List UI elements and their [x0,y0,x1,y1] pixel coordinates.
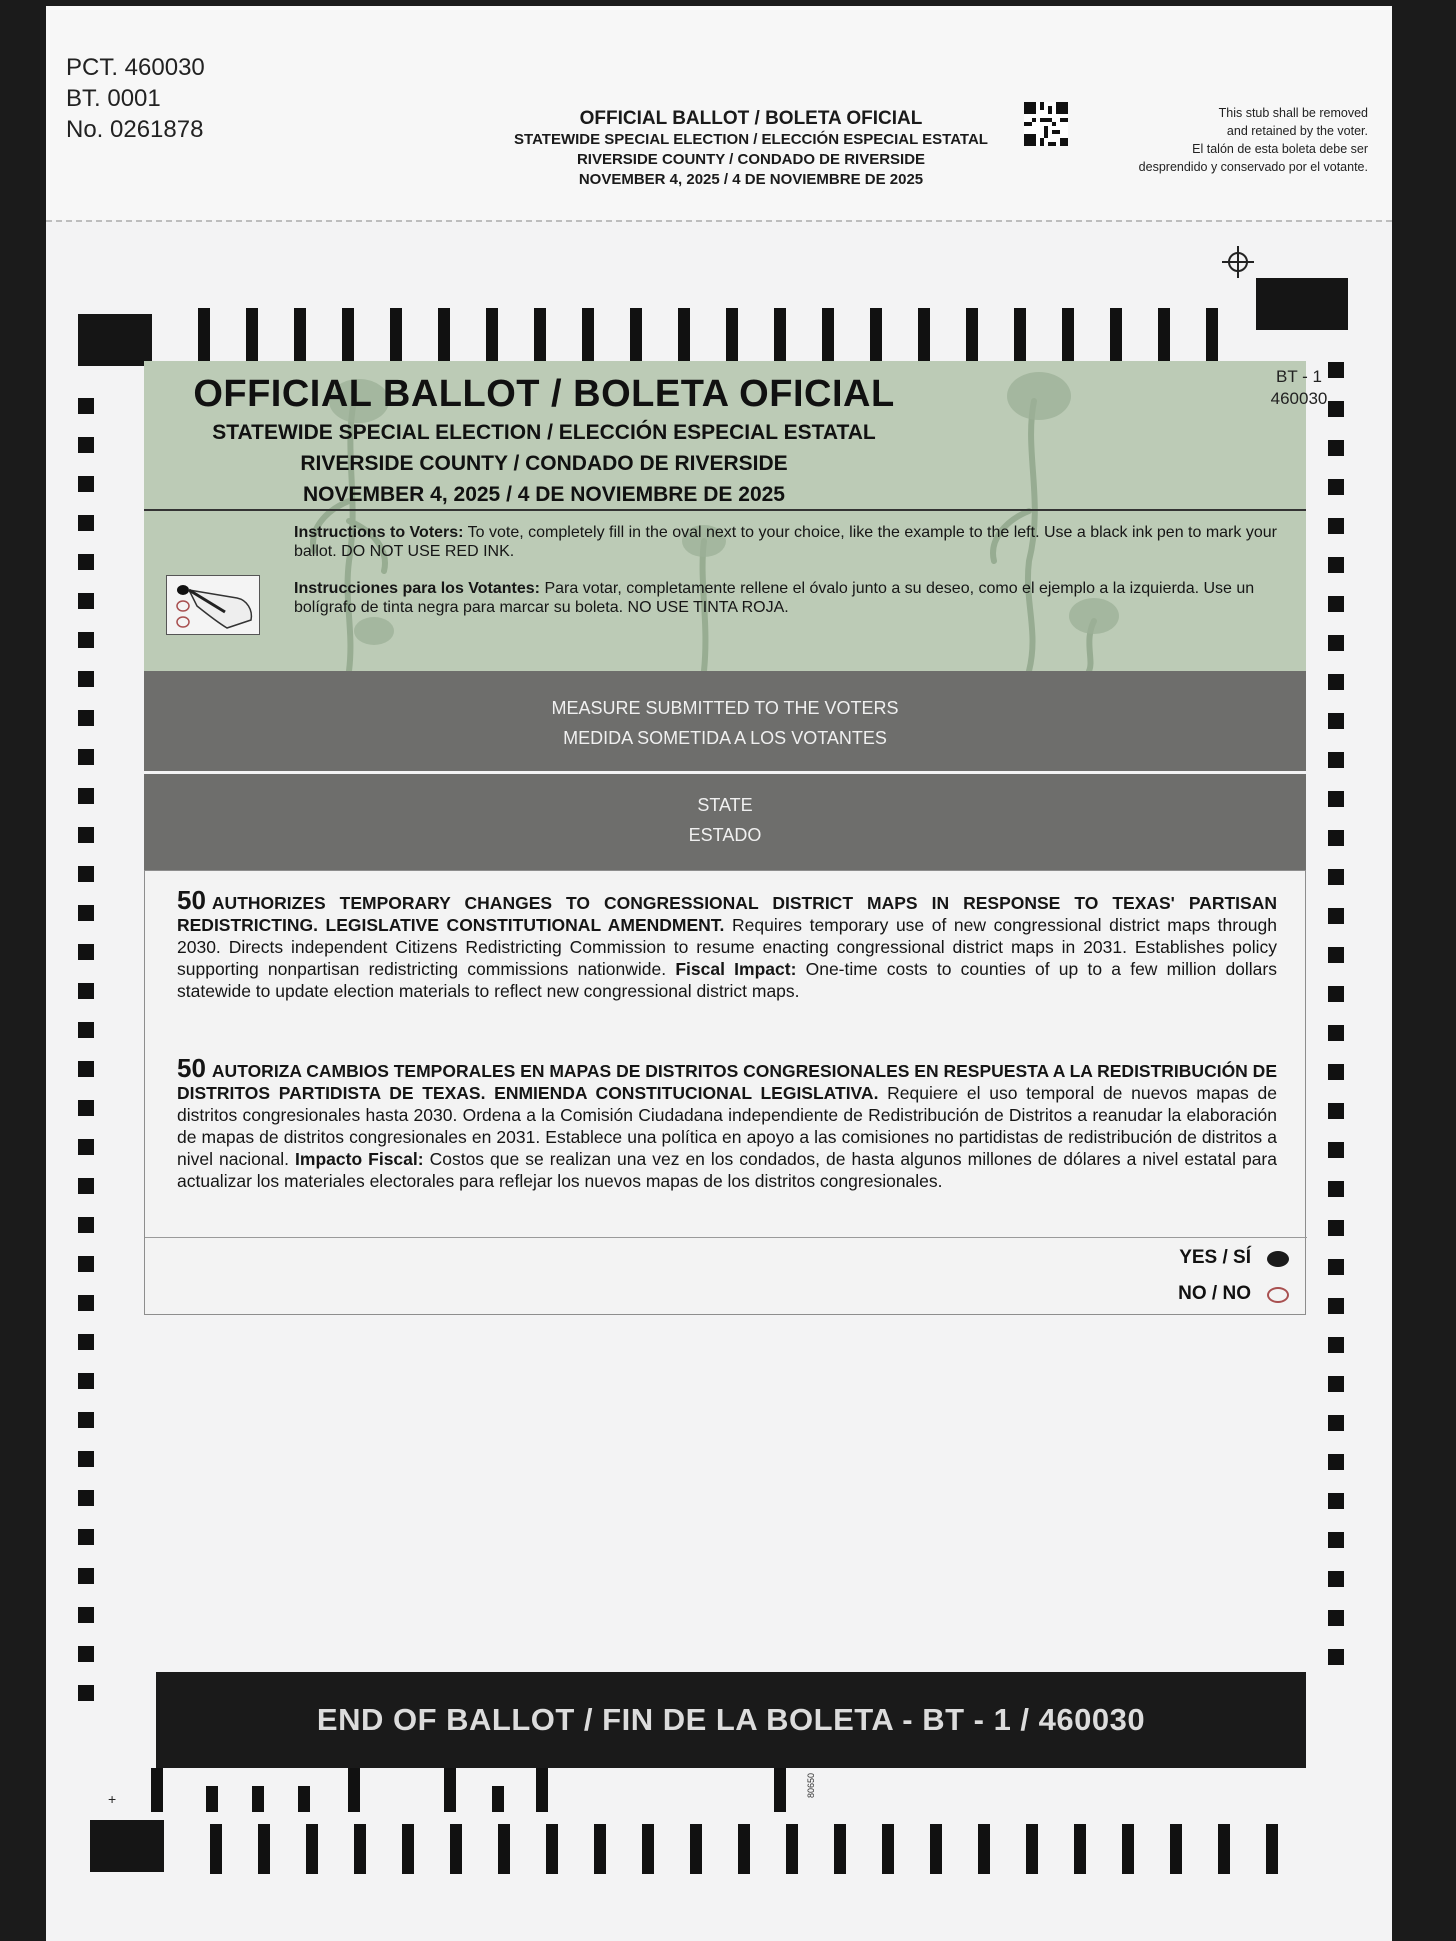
timing-mark-top [390,308,402,364]
timing-mark-left [78,1295,94,1311]
measure-50-box [144,870,1306,1315]
instructions-english [294,523,1284,561]
timing-mark-left [78,944,94,960]
timing-mark-left [78,593,94,609]
measure-number: 50 [177,885,206,915]
ballot-stub [46,6,1392,220]
timing-mark-right [1328,1103,1344,1119]
fiscal-impact-label-spanish: Impacto Fiscal: [295,1149,424,1169]
qr-code-icon [1024,102,1068,146]
precinct-number: PCT. 460030 [66,54,205,81]
instructions-english-label: Instructions to Voters: [294,524,464,541]
option-no-oval[interactable] [1267,1287,1289,1303]
stub-heading [451,108,1051,190]
plus-mark: + [108,1791,117,1807]
timing-mark-right [1328,518,1344,534]
timing-mark-left [78,671,94,687]
timing-mark-bottom [1170,1824,1182,1874]
measure-body-english: Requires temporary use of new congressional district maps through 2030. Directs independent Citizens Redistricting Commission to resume enacting congressional district maps in 2031. Establishes policy supporting nonpartisan redistricting commissions nationwide. [177,915,1277,979]
timing-mark-left [78,1217,94,1233]
timing-mark-right [1328,1376,1344,1392]
end-of-ballot-bar: END OF BALLOT / FIN DE LA BOLETA - BT - 1 / 460030 [156,1672,1306,1768]
timing-mark-bottom [1218,1824,1230,1874]
timing-mark-right [1328,1181,1344,1197]
timing-mark-top [1014,308,1026,364]
timing-mark-right [1328,1649,1344,1665]
option-yes-label: YES / SÍ [1179,1247,1251,1268]
timing-mark-left [78,1373,94,1389]
timing-mark-bottom [1266,1824,1278,1874]
timing-mark-left [78,1529,94,1545]
timing-mark-bottom [834,1824,846,1874]
timing-mark-left [78,905,94,921]
timing-mark-bottom [402,1824,414,1874]
measure-number: 50 [177,1053,206,1083]
timing-mark-right [1328,1220,1344,1236]
timing-mark-right [1328,1454,1344,1470]
timing-mark-top [870,308,882,364]
timing-mark-right [1328,713,1344,729]
measure-heading-english: MEASURE SUBMITTED TO THE VOTERS [551,698,899,718]
timing-mark-left [78,1607,94,1623]
measure-text-spanish [177,1053,1277,1192]
corner-block-top-right [1256,278,1348,330]
timing-mark-top [822,308,834,364]
timing-mark-right [1328,1142,1344,1158]
timing-mark-top [774,308,786,364]
election-name: STATEWIDE SPECIAL ELECTION / ELECCIÓN ESPECIAL ESTATAL [212,421,876,444]
state-section-heading [144,774,1306,870]
serial-code: 80650 [806,1772,816,1798]
timing-mark-code [151,1768,163,1812]
county-name: RIVERSIDE COUNTY / CONDADO DE RIVERSIDE [300,452,788,475]
timing-mark-top [1062,308,1074,364]
measure-section-heading [144,671,1306,771]
state-heading-spanish: ESTADO [688,825,762,845]
timing-mark-top [1158,308,1170,364]
measure-title-spanish: AUTORIZA CAMBIOS TEMPORALES EN MAPAS DE DISTRITOS CONGRESIONALES EN RESPUESTA A LA REDISTRIBUCIÓN DE DISTRITOS PARTIDISTA DE TEXAS. ENMIENDA CONSTITUCIONAL LEGISLATIVA. [177,1061,1277,1103]
timing-mark-bottom [1074,1824,1086,1874]
fiscal-impact-english: One-time costs to counties of up to a few million dollars statewide to update election materials to reflect new congressional district maps. [177,959,1277,1001]
header-divider [144,509,1306,511]
timing-mark-left [78,1256,94,1272]
timing-mark-bottom [594,1824,606,1874]
ballot-type-corner [1244,366,1354,410]
timing-mark-code [298,1786,310,1812]
timing-mark-left [78,1685,94,1701]
timing-mark-top [966,308,978,364]
timing-mark-right [1328,1610,1344,1626]
stub-title: OFFICIAL BALLOT / BOLETA OFICIAL [579,108,923,129]
ballot-title: OFFICIAL BALLOT / BOLETA OFICIAL [193,373,895,415]
timing-mark-right [1328,635,1344,651]
timing-mark-bottom [642,1824,654,1874]
instructions-spanish-text: Para votar, completamente rellene el óvalo junto a su deseo, como el ejemplo a la izquierda. Use un bolígrafo de tinta negra para marcar su boleta. NO USE TINTA ROJA. [294,580,1255,616]
ballot-paper [46,6,1392,1941]
timing-mark-top [198,308,210,364]
ballot-header [144,361,1306,671]
timing-mark-bottom [738,1824,750,1874]
timing-mark-left [78,749,94,765]
option-no[interactable] [145,1275,1307,1315]
option-yes[interactable] [145,1239,1307,1279]
timing-mark-right [1328,986,1344,1002]
timing-mark-right [1328,1571,1344,1587]
stub-note-line: and retained by the voter. [1226,124,1368,138]
timing-mark-code [252,1786,264,1812]
timing-mark-top [582,308,594,364]
timing-mark-top [534,308,546,364]
timing-mark-left [78,632,94,648]
timing-mark-top [678,308,690,364]
header-title-block [144,373,944,509]
timing-mark-left [78,437,94,453]
stub-note [1098,104,1368,176]
timing-mark-left [78,1568,94,1584]
instructions-spanish [294,579,1284,617]
ballot-serial-number: No. 0261878 [66,116,204,143]
timing-mark-left [78,1178,94,1194]
timing-mark-left [78,788,94,804]
marking-example [166,575,260,635]
instructions-english-text: To vote, completely fill in the oval next to your choice, like the example to the left. Use a black ink pen to mark your ballot. DO NOT USE RED INK. [294,524,1277,560]
timing-mark-top [1206,308,1218,364]
fiscal-impact-spanish: Costos que se realizan una vez en los condados, de hasta algunos millones de dólares a nivel estatal para actualizar los materiales electorales para reflejar los nuevos mapas de los distritos congresionales. [177,1149,1277,1191]
measure-title-english: AUTHORIZES TEMPORARY CHANGES TO CONGRESSIONAL DISTRICT MAPS IN RESPONSE TO TEXAS' PARTISAN REDISTRICTING. LEGISLATIVE CONSTITUTIONAL AMENDMENT. [177,893,1277,935]
timing-mark-top [630,308,642,364]
timing-mark-top [246,308,258,364]
timing-mark-right [1328,1337,1344,1353]
timing-mark-left [78,1646,94,1662]
election-date: NOVEMBER 4, 2025 / 4 DE NOVIEMBRE DE 2025 [302,483,785,506]
timing-mark-right [1328,830,1344,846]
timing-mark-top [438,308,450,364]
timing-mark-bottom [354,1824,366,1874]
timing-mark-left [78,827,94,843]
timing-mark-bottom [882,1824,894,1874]
instructions-spanish-label: Instrucciones para los Votantes: [294,580,540,597]
stub-identifiers [66,52,205,145]
corner-block-bottom-left [90,1820,164,1872]
stub-date: NOVEMBER 4, 2025 / 4 DE NOVIEMBRE DE 2025 [578,171,924,188]
timing-mark-right [1328,791,1344,807]
timing-mark-left [78,554,94,570]
timing-mark-left [78,1100,94,1116]
crosshair-icon [1222,246,1254,278]
timing-mark-top [486,308,498,364]
timing-mark-bottom [210,1824,222,1874]
timing-mark-left [78,515,94,531]
timing-mark-right [1328,1298,1344,1314]
timing-mark-right [1328,1259,1344,1275]
state-heading-english: STATE [697,795,753,815]
timing-mark-left [78,983,94,999]
timing-mark-top [726,308,738,364]
timing-mark-left [78,476,94,492]
timing-mark-top [1110,308,1122,364]
timing-mark-right [1328,440,1344,456]
timing-mark-top [342,308,354,364]
timing-mark-left [78,1022,94,1038]
timing-mark-right [1328,674,1344,690]
stub-note-line: desprendido y conservado por el votante. [1138,160,1368,174]
ballot-type-number: BT. 0001 [66,85,161,112]
timing-mark-left [78,866,94,882]
timing-mark-bottom [978,1824,990,1874]
timing-mark-left [78,1451,94,1467]
timing-mark-bottom [306,1824,318,1874]
measure-body-spanish: Requiere el uso temporal de nuevos mapas de distritos congresionales hasta 2030. Ordena a la Comisión Ciudadana independiente de Redistribución de Distritos a reanudar la elaboración de mapas de distritos congresionales en 2031. Establece una política en apoyo a las comisiones no partidistas de redistribución de distritos a nivel nacional. [177,1083,1277,1169]
timing-mark-left [78,398,94,414]
options-divider [145,1237,1307,1238]
perforation-line[interactable] [46,220,1392,222]
timing-mark-bottom [450,1824,462,1874]
timing-mark-right [1328,947,1344,963]
measure-heading-spanish: MEDIDA SOMETIDA A LOS VOTANTES [563,728,887,748]
fiscal-impact-label-english: Fiscal Impact: [675,959,797,979]
timing-mark-code [206,1786,218,1812]
timing-mark-left [78,1412,94,1428]
timing-mark-right [1328,752,1344,768]
timing-mark-right [1328,557,1344,573]
ballot-type-code: BT - 1 [1276,367,1322,386]
timing-mark-left [78,1490,94,1506]
timing-mark-code [492,1786,504,1812]
stub-note-line: This stub shall be removed [1218,106,1368,120]
timing-mark-bottom [498,1824,510,1874]
timing-mark-top [294,308,306,364]
timing-mark-bottom [690,1824,702,1874]
stub-note-line: El talón de esta boleta debe ser [1192,142,1368,156]
timing-mark-left [78,710,94,726]
timing-mark-left [78,1061,94,1077]
timing-mark-left [78,1334,94,1350]
measure-text-english [177,885,1277,1002]
option-no-label: NO / NO [1178,1283,1251,1304]
timing-mark-right [1328,1025,1344,1041]
corner-block-top-left [78,314,152,366]
timing-mark-right [1328,1493,1344,1509]
pen-marking-example-icon [167,576,259,634]
timing-mark-left [78,1139,94,1155]
timing-mark-bottom [930,1824,942,1874]
timing-mark-right [1328,1532,1344,1548]
option-yes-oval[interactable] [1267,1251,1289,1267]
timing-mark-right [1328,596,1344,612]
timing-mark-bottom [786,1824,798,1874]
stub-county: RIVERSIDE COUNTY / CONDADO DE RIVERSIDE [576,151,926,168]
timing-mark-bottom [1026,1824,1038,1874]
ballot-precinct-code: 460030 [1270,389,1328,408]
timing-mark-right [1328,908,1344,924]
timing-mark-right [1328,1415,1344,1431]
timing-mark-bottom [1122,1824,1134,1874]
timing-mark-bottom [258,1824,270,1874]
timing-mark-bottom [546,1824,558,1874]
timing-mark-right [1328,479,1344,495]
timing-mark-right [1328,869,1344,885]
stub-election: STATEWIDE SPECIAL ELECTION / ELECCIÓN ESPECIAL ESTATAL [514,131,988,148]
timing-mark-right [1328,1064,1344,1080]
timing-mark-top [918,308,930,364]
